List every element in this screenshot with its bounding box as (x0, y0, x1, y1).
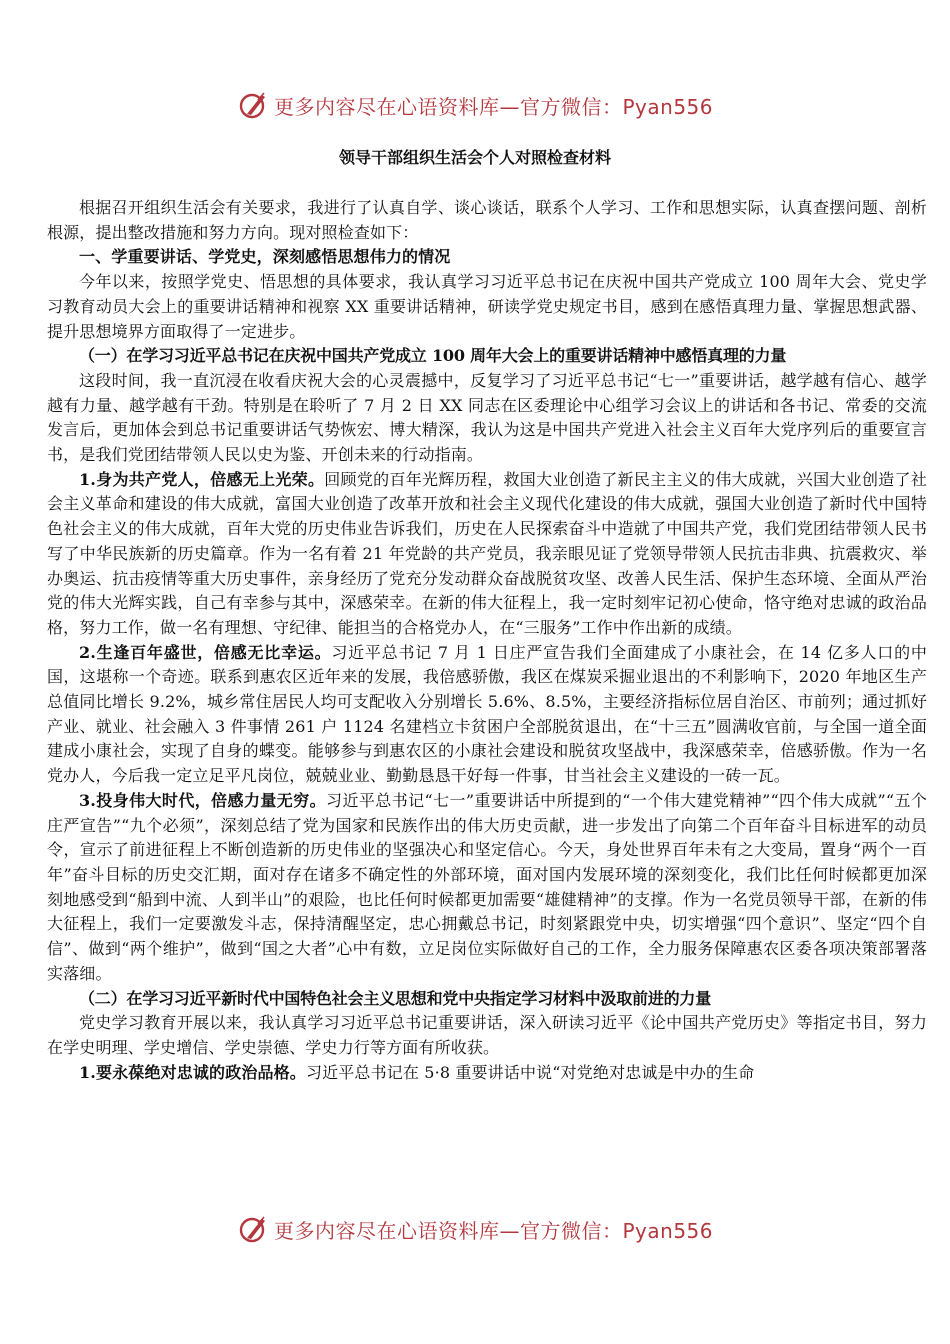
point-paragraph (47, 789, 927, 987)
watermark-text: 更多内容尽在心语资料库—官方微信：Pyan556 (274, 94, 714, 119)
watermark-footer (238, 1212, 738, 1246)
point-paragraph (47, 641, 927, 789)
body-paragraph (47, 1011, 927, 1060)
paragraph-text: 回顾党的百年光辉历程，救国大业创造了新民主主义的伟大成就，兴国大业创造了社会主义革命和建设的伟大成就，富国大业创造了改革开放和社会主义现代化建设的伟大成就，强国大业创造了新时代中国特色社会主义的伟大成就，百年大党的历史伟业告诉我们，历史在人民探索奋斗中造就了中国共产党，我们党团结带领人民书写了中华民族新的历史篇章。作为一名有着 21 年党龄的共产党员，我亲眼见证了党领导带领人民抗击非典、抗震救灾、举办奥运、抗击疫情等重大历史事件，亲身经历了党充分发动群众奋战脱贫攻坚、改善人民生活、保护生态环境、全面从严治党的伟大光辉实践，自己有幸参与其中，深感荣幸。在新的伟大征程上，我一定时刻牢记初心使命，恪守绝对忠诚的政治品格，努力工作，做一名有理想、守纪律、能担当的合格党办人，在“三服务”工作中作出新的成绩。 (47, 469, 927, 637)
heading-text: 一、学重要讲话、学党史，深刻感悟思想伟力的情况 (79, 247, 451, 267)
paragraph-text: 习近平总书记“七一”重要讲话中所提到的“一个伟大建党精神”“四个伟大成就”“五个庄严宣告”“九个必须”，深刻总结了党为国家和民族作出的伟大历史贡献，进一步发出了向第二个百年奋斗目标进军的动员令，宣示了前进征程上不断创造新的历史伟业的坚强决心和坚定信心。今天，身处世界百年未有之大变局，置身“两个一百年”奋斗目标的历史交汇期，面对存在诸多不确定性的外部环境，面对国内发展环境的深刻变化，我们比任何时候都更加深刻地感受到“船到中流、人到半山”的艰险，也比任何时候都更加需要“雄健精神”的支撑。作为一名党员领导干部，在新的伟大征程上，我们一定要激发斗志，保持清醒坚定，忠心拥戴总书记，时刻紧跟党中央，切实增强“四个意识”、坚定“四个自信”、做到“两个维护”，做到“国之大者”心中有数，立足岗位实际做好自己的工作，全力服务保障惠农区委各项决策部署落实落细。 (47, 790, 928, 983)
watermark-text: 更多内容尽在心语资料库—官方微信：Pyan556 (274, 1218, 714, 1243)
document-title: 领导干部组织生活会个人对照检查材料 (338, 148, 611, 167)
subsection-heading (47, 987, 927, 1012)
paragraph-text: 党史学习教育开展以来，我认真学习习近平总书记重要讲话，深入研读习近平《论中国共产党历史》等指定书目，努力在学史明理、学史增信、学史崇德、学史力行等方面有所收获。 (47, 1013, 927, 1057)
point-paragraph (47, 1061, 927, 1086)
paragraph-text: 习近平总书记在 5·8 重要讲话中说“对党绝对忠诚是中办的生命 (305, 1062, 755, 1082)
subsection-heading (47, 344, 927, 369)
watermark-header (238, 88, 738, 122)
point-lead: 1.要永葆绝对忠诚的政治品格。 (79, 1062, 306, 1082)
body-paragraph (47, 369, 927, 468)
point-lead: 2.生逢百年盛世，倍感无比幸运。 (79, 642, 332, 662)
intro-paragraph (47, 196, 927, 245)
paragraph-text: 今年以来，按照学党史、悟思想的具体要求，我认真学习习近平总书记在庆祝中国共产党成立 100 周年大会、党史学习教育动员大会上的重要讲话精神和视察 XX 重要讲话精神，研读学党史规定书目，感到在感悟真理力量、掌握思想武器、提升思想境界方面取得了一定进步。 (47, 272, 927, 341)
paragraph-text: 根据召开组织生活会有关要求，我进行了认真自学、谈心谈话，联系个人学习、工作和思想实际，认真查摆问题、剖析根源，提出整改措施和努力方向。现对照检查如下： (47, 198, 927, 242)
quill-circle-logo-icon (238, 1214, 268, 1244)
subheading-text: （一）在学习习近平总书记在庆祝中国共产党成立 100 周年大会上的重要讲话精神中感悟真理的力量 (79, 346, 787, 366)
point-lead: 3.投身伟大时代，倍感力量无穷。 (79, 790, 327, 810)
document-body (47, 196, 927, 1085)
subheading-text: （二）在学习习近平新时代中国特色社会主义思想和党中央指定学习材料中汲取前进的力量 (79, 988, 712, 1008)
point-paragraph (47, 468, 927, 641)
paragraph-text: 这段时间，我一直沉浸在收看庆祝大会的心灵震撼中，反复学习了习近平总书记“七一”重要讲话，越学越有信心、越学越有力量、越学越有干劲。特别是在聆听了 7 月 2 日 XX 同志在区委理论中心组学习会议上的讲话和各书记、常委的交流发言后，更加体会到总书记重要讲话气势恢宏、博大精深，我认为这是中国共产党进入社会主义百年大党序列后的重要宣言书，是我们党团结带领人民以史为鉴、开创未来的行动指南。 (47, 370, 927, 465)
point-lead: 1.身为共产党人，倍感无上光荣。 (79, 469, 325, 489)
section-heading (47, 245, 927, 270)
body-paragraph (47, 270, 927, 344)
quill-circle-logo-icon (238, 90, 268, 120)
paragraph-text: 习近平总书记 7 月 1 日庄严宣告我们全面建成了小康社会，在 14 亿多人口的中国，这堪称一个奇迹。联系到惠农区近年来的发展，我倍感骄傲，我区在煤炭采掘业退出的不利影响下，2020 年地区生产总值同比增长 9.2%，城乡常住居民人均可支配收入分别增长 5.6%、8.5%，主要经济指标位居自治区、市前列；通过抓好产业、就业、社会融入 3 件事情 261 户 1124 名建档立卡贫困户全部脱贫退出，在“十三五”圆满收官前，与全国一道全面建成小康社会，实现了自身的蝶变。能够参与到惠农区的小康社会建设和脱贫攻坚战中，我深感荣幸，倍感骄傲。作为一名党办人，今后我一定立足平凡岗位，兢兢业业、勤勤恳恳干好每一件事，甘当社会主义建设的一砖一瓦。 (47, 642, 927, 786)
